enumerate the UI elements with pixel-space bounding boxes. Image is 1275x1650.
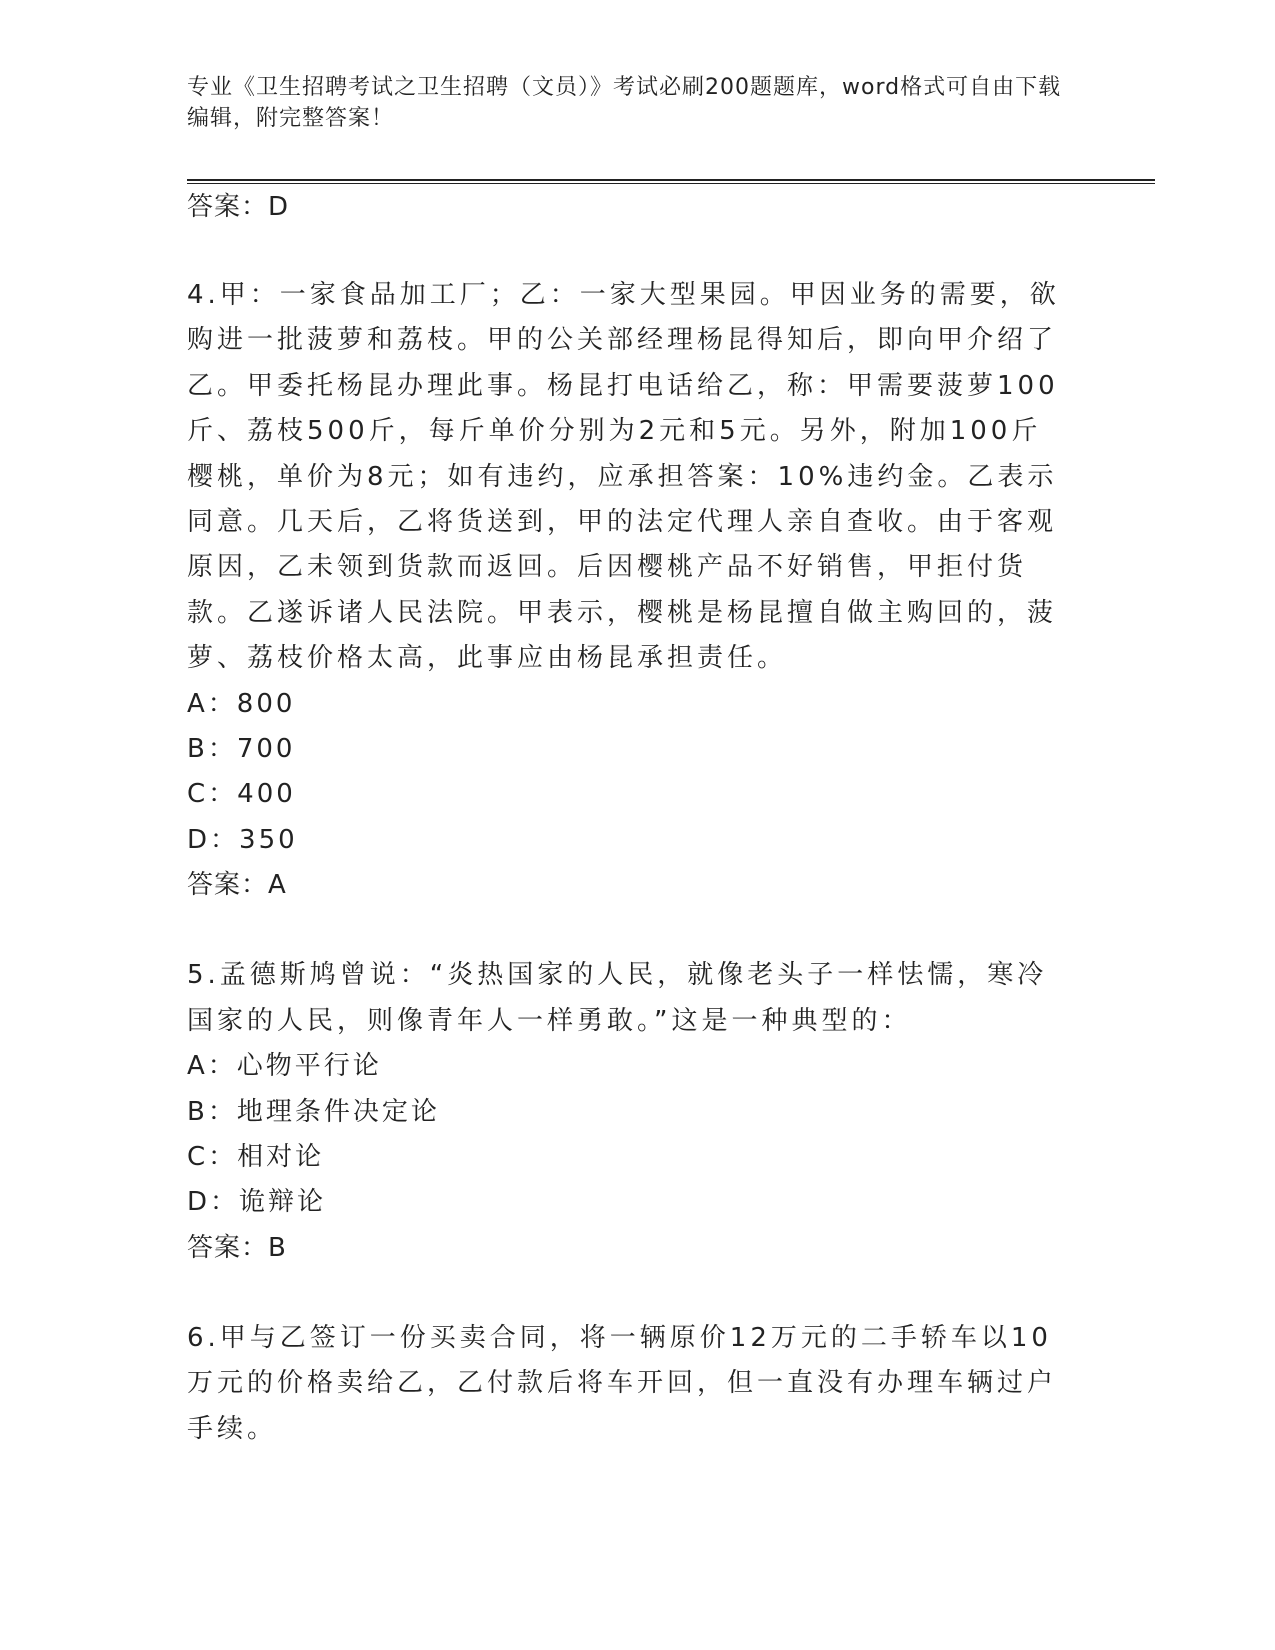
option-a: A：心物平行论 (187, 1051, 382, 1082)
question-answer: 答案：B (187, 1232, 287, 1263)
option-a: A：800 (187, 688, 296, 719)
document-body (187, 185, 1067, 1452)
option-c: C：相对论 (187, 1141, 325, 1172)
header-divider-thick (187, 179, 1155, 181)
header-divider-thin (187, 183, 1155, 184)
option-c: C：400 (187, 779, 296, 810)
question-stem: 4.甲：一家食品加工厂；乙：一家大型果园。甲因业务的需要，欲购进一批菠萝和荔枝。甲的公关部经理杨昆得知后，即向甲介绍了乙。甲委托杨昆办理此事。杨昆打电话给乙，称：甲需要菠萝100斤、荔枝500斤，每斤单价分别为2元和5元。另外，附加100斤樱桃，单价为8元；如有违约，应承担答案：10%违约金。乙表示同意。几天后，乙将货送到，甲的法定代理人亲自查收。由于客观原因，乙未领到货款而返回。后因樱桃产品不好销售，甲拒付货款。乙遂诉诸人民法院。甲表示，樱桃是杨昆擅自做主购回的，菠萝、荔枝价格太高，此事应由杨昆承担责任。 (187, 280, 1060, 674)
question-5 (187, 953, 1067, 1270)
question-answer: 答案：A (187, 870, 287, 901)
document-header: 专业《卫生招聘考试之卫生招聘（文员）》考试必刷200题题库，word格式可自由下载编辑，附完整答案！ (187, 75, 1062, 131)
option-b: B：700 (187, 734, 296, 765)
question-stem: 5.孟德斯鸠曾说：“炎热国家的人民，就像老头子一样怯懦，寒冷国家的人民，则像青年人一样勇敢。”这是一种典型的： (187, 960, 1048, 1036)
option-d: D：诡辩论 (187, 1187, 327, 1218)
option-b: B：地理条件决定论 (187, 1096, 440, 1127)
option-d: D：350 (187, 824, 298, 855)
previous-answer: 答案：D (187, 192, 290, 222)
question-4 (187, 273, 1067, 908)
question-6 (187, 1316, 1067, 1452)
question-stem: 6.甲与乙签订一份买卖合同，将一辆原价12万元的二手轿车以10万元的价格卖给乙，乙付款后将车开回，但一直没有办理车辆过户手续。 (187, 1322, 1058, 1444)
